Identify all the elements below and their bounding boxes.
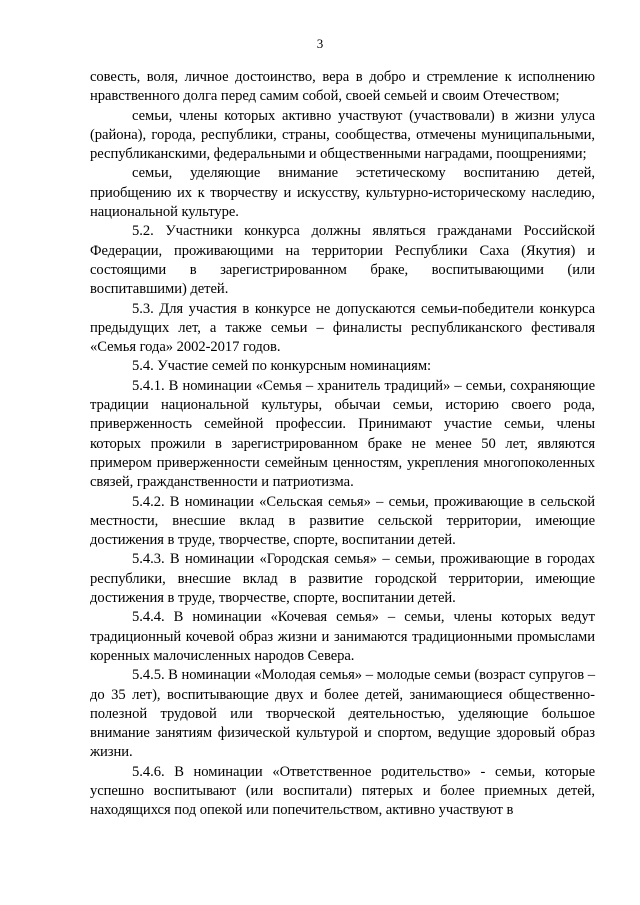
paragraph-5-4-3: 5.4.3. В номинации «Городская семья» – семьи, проживающие в городах республики, внесшие вклад в развитие городской территории, имеющие достижения в труде, творчестве, спорте, воспитании детей. <box>90 551 595 607</box>
document-body <box>90 68 595 821</box>
paragraph-5-4-5: 5.4.5. В номинации «Молодая семья» – молодые семьи (возраст супругов – до 35 лет), воспитывающие двух и более детей, занимающиеся общественно-полезной трудовой или творческой деятельностью, уделяющие большое внимание занятиям физической культурой и спортом, ведущие здоровый образ жизни. <box>90 667 595 761</box>
paragraph-5-3: 5.3. Для участия в конкурсе не допускаются семьи-победители конкурса предыдущих лет, а также семьи – финалисты республиканского фестиваля «Семья года» 2002-2017 годов. <box>90 300 595 356</box>
paragraph-5-2: 5.2. Участники конкурса должны являться гражданами Российской Федерации, проживающими на территории Республики Саха (Якутия) и состоящими в зарегистрированном браке, воспитывающими (или воспитавшими) детей. <box>90 223 595 298</box>
paragraph-5-4-2: 5.4.2. В номинации «Сельская семья» – семьи, проживающие в сельской местности, внесшие вклад в развитие сельской территории, имеющие достижения в труде, творчестве, спорте, воспитании детей. <box>90 493 595 549</box>
paragraph-5-4-6: 5.4.6. В номинации «Ответственное родительство» - семьи, которые успешно воспитывают (или воспитали) пятерых и более приемных детей, находящихся под опекой или попечительством, активно участвуют в <box>90 763 595 819</box>
page-number: 3 <box>316 36 324 51</box>
paragraph-5-4-1: 5.4.1. В номинации «Семья – хранитель традиций» – семьи, сохраняющие традиции национальной культуры, обычаи семьи, историю своего рода, приверженность семейной профессии. Принимают участие семьи, члены которых прожили в зарегистрированном браке не менее 50 лет, являются примером приверженности семейным ценностям, укрепления многопоколенных связей, гражданственности и патриотизма. <box>90 377 595 491</box>
paragraph-continuation: совесть, воля, личное достоинство, вера в добро и стремление к исполнению нравственного долга перед самим собой, своей семьей и своим Отечеством; <box>90 69 595 105</box>
paragraph-5-4: 5.4. Участие семей по конкурсным номинациям: <box>132 358 432 375</box>
paragraph-5-4-4: 5.4.4. В номинации «Кочевая семья» – семьи, члены которых ведут традиционный кочевой образ жизни и занимаются традиционными промыслами коренных малочисленных народов Севера. <box>90 609 595 664</box>
paragraph-aesthetic-education: семьи, уделяющие внимание эстетическому воспитанию детей, приобщению их к творчеству и искусству, культурно-историческому наследию, национальной культуре. <box>90 165 595 221</box>
paragraph-active-families: семьи, члены которых активно участвуют (участвовали) в жизни улуса (района), города, республики, страны, сообщества, отмечены муниципальными, республиканскими, федеральными и общественными наградами, поощрениями; <box>90 107 595 163</box>
